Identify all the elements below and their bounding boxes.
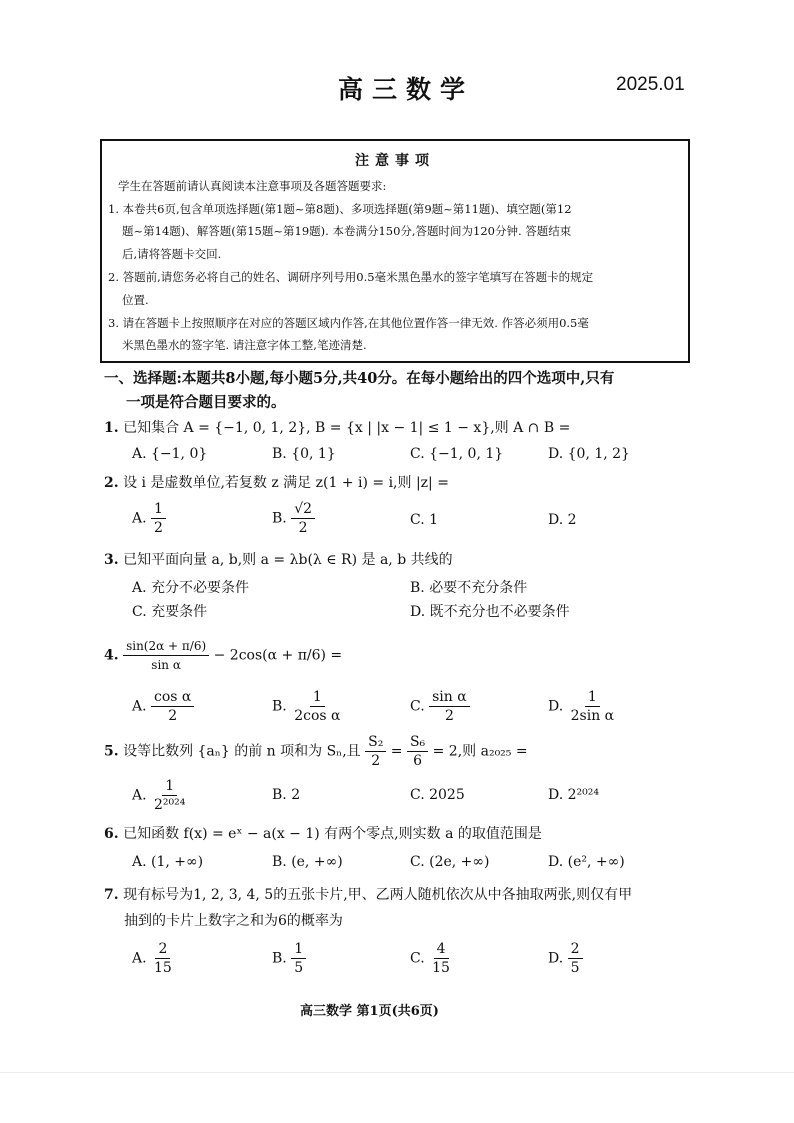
exam-date: 2025.01 — [616, 74, 685, 95]
notice-intro: 学生在答题前请认真阅读本注意事项及各题答题要求: — [118, 179, 387, 193]
notice-title: 注意事项 — [355, 153, 435, 169]
fraction — [151, 940, 175, 977]
fraction — [291, 940, 306, 977]
option-a: A. 充分不必要条件 — [132, 580, 250, 596]
section-heading — [104, 367, 700, 415]
question-number: 3. — [104, 552, 119, 568]
question-number: 1. — [104, 420, 119, 436]
option-c: C. (2e, +∞) — [410, 854, 490, 870]
question-text: = 2,则 a₂₀₂₅ = — [432, 743, 528, 760]
option-c: C. 2025 — [410, 787, 465, 803]
question-4 — [104, 637, 342, 674]
option-a: A. (1, +∞) — [132, 854, 204, 870]
question-2 — [104, 472, 449, 492]
numerator: √2 — [291, 500, 315, 519]
fraction — [151, 688, 194, 725]
option-d: D. (e², +∞) — [548, 854, 625, 870]
fraction — [568, 940, 583, 977]
question-text: 已知集合 A = {−1, 0, 1, 2}, B = {x | |x − 1| ≤ 1 − x},则 A ∩ B = — [123, 420, 571, 436]
option-c — [410, 940, 453, 977]
denominator: 2sin α — [570, 708, 615, 724]
notice-line: 后,请将答题卡交回. — [122, 247, 222, 261]
equals-sign: = — [390, 743, 403, 760]
option-label: D. — [548, 698, 564, 715]
option-b: B. 必要不充分条件 — [410, 580, 528, 596]
denominator: 5 — [294, 960, 304, 976]
option-d: D. 2 — [548, 512, 577, 528]
numerator: 4 — [434, 940, 449, 959]
notice-line: 2. 答题前,请您务必将自己的姓名、调研序列号用0.5毫米黑色墨水的签字笔填写在答题卡的规定 — [108, 270, 594, 284]
question-number: 2. — [104, 475, 119, 491]
option-a: A. {−1, 0} — [132, 446, 208, 462]
denominator: 15 — [432, 960, 450, 976]
numerator: sin(2α + π/6) — [123, 637, 209, 656]
option-b: B. {0, 1} — [272, 446, 336, 462]
option-label: B. — [272, 950, 287, 967]
numerator: 1 — [310, 688, 325, 707]
question-text: 设 i 是虚数单位,若复数 z 满足 z(1 + i) = i,则 |z| = — [123, 475, 449, 491]
option-d: D. {0, 1, 2} — [548, 446, 630, 462]
option-label: C. — [410, 950, 425, 967]
numerator: 1 — [291, 940, 306, 959]
question-number: 4. — [104, 647, 119, 664]
question-text: − 2cos(α + π/6) = — [213, 647, 343, 664]
option-c: C. 充要条件 — [132, 604, 208, 620]
question-number: 5. — [104, 743, 119, 760]
numerator: 1 — [151, 500, 166, 519]
notice-line: 题~第14题)、解答题(第15题~第19题). 本卷满分150分,答题时间为120分钟. 答题结束 — [122, 224, 572, 238]
fraction — [151, 500, 166, 537]
numerator: S₆ — [407, 733, 428, 752]
question-number: 7. — [104, 887, 119, 903]
fraction — [568, 688, 618, 725]
option-b — [272, 688, 343, 725]
option-c: C. {−1, 0, 1} — [410, 446, 504, 462]
denominator: 2cos α — [294, 708, 341, 724]
fraction — [429, 688, 470, 725]
numerator: 2 — [155, 940, 170, 959]
option-a — [132, 688, 194, 725]
notice-line: 3. 请在答题卡上按照顺序在对应的答题区域内作答,在其他位置作答一律无效. 作答必须用0.5毫 — [108, 316, 589, 330]
fraction — [365, 733, 386, 770]
option-b — [272, 500, 315, 537]
option-c: C. 1 — [410, 512, 439, 528]
denominator: sin α — [151, 658, 181, 672]
question-number: 6. — [104, 826, 119, 842]
numerator: 2 — [568, 940, 583, 959]
option-label: B. — [272, 510, 287, 527]
fraction — [407, 733, 428, 770]
option-c — [410, 688, 470, 725]
denominator: 2 — [444, 708, 454, 724]
notice-line: 位置. — [122, 293, 149, 307]
denominator: 2²⁰²⁴ — [154, 797, 186, 813]
page-title: 高三数学 — [338, 75, 475, 104]
option-label: A. — [132, 510, 147, 527]
denominator: 2 — [154, 520, 163, 536]
fraction — [429, 940, 453, 977]
option-a — [132, 500, 166, 537]
option-label: B. — [272, 698, 287, 715]
question-6 — [104, 823, 542, 843]
bottom-divider — [0, 1072, 794, 1073]
denominator: 2 — [371, 753, 381, 769]
option-label: A. — [132, 950, 147, 967]
denominator: 5 — [570, 960, 580, 976]
option-label: A. — [132, 698, 147, 715]
notice-line: 1. 本卷共6页,包含单项选择题(第1题~第8题)、多项选择题(第9题~第11题)、填空题(第12 — [108, 202, 572, 216]
option-d: D. 2²⁰²⁴ — [548, 787, 599, 803]
numerator: cos α — [151, 688, 194, 707]
section-line-2: 一项是符合题目要求的。 — [126, 394, 286, 411]
option-a — [132, 940, 175, 977]
section-line-1: 一、选择题:本题共8小题,每小题5分,共40分。在每小题给出的四个选项中,只有 — [104, 370, 615, 387]
question-1 — [104, 417, 570, 437]
question-text: 现有标号为1, 2, 3, 4, 5的五张卡片,甲、乙两人随机依次从中各抽取两张,则仅有甲 — [123, 887, 633, 903]
denominator: 6 — [413, 753, 423, 769]
fraction — [291, 688, 343, 725]
option-a — [132, 777, 188, 814]
numerator: 1 — [585, 688, 600, 707]
question-7 — [104, 884, 632, 904]
notice-line: 米黑色墨水的签字笔. 请注意字体工整,笔迹清楚. — [122, 338, 367, 352]
fraction — [151, 777, 188, 814]
option-d — [548, 940, 583, 977]
option-b: B. (e, +∞) — [272, 854, 343, 870]
question-3 — [104, 549, 453, 569]
option-label: A. — [132, 787, 147, 804]
page-footer: 高三数学 第1页(共6页) — [300, 1004, 439, 1019]
fraction — [123, 637, 209, 674]
denominator: 2 — [298, 520, 308, 536]
numerator: 1 — [162, 777, 177, 796]
option-b — [272, 940, 306, 977]
option-label: C. — [410, 698, 425, 715]
option-d — [548, 688, 617, 725]
option-label: D. — [548, 950, 564, 967]
denominator: 15 — [154, 960, 172, 976]
question-7-continued: 抽到的卡片上数字之和为6的概率为 — [124, 913, 343, 929]
numerator: S₂ — [365, 733, 386, 752]
denominator: 2 — [168, 708, 178, 724]
fraction — [291, 500, 315, 537]
numerator: sin α — [429, 688, 470, 707]
option-b: B. 2 — [272, 787, 301, 803]
option-d: D. 既不充分也不必要条件 — [410, 604, 570, 620]
question-5 — [104, 733, 528, 770]
question-text: 已知函数 f(x) = eˣ − a(x − 1) 有两个零点,则实数 a 的取值范围是 — [123, 826, 542, 842]
notice-box — [100, 139, 690, 363]
question-text: 已知平面向量 a, b,则 a = λb(λ ∈ R) 是 a, b 共线的 — [123, 552, 453, 568]
question-text: 设等比数列 {aₙ} 的前 n 项和为 Sₙ,且 — [123, 743, 361, 760]
